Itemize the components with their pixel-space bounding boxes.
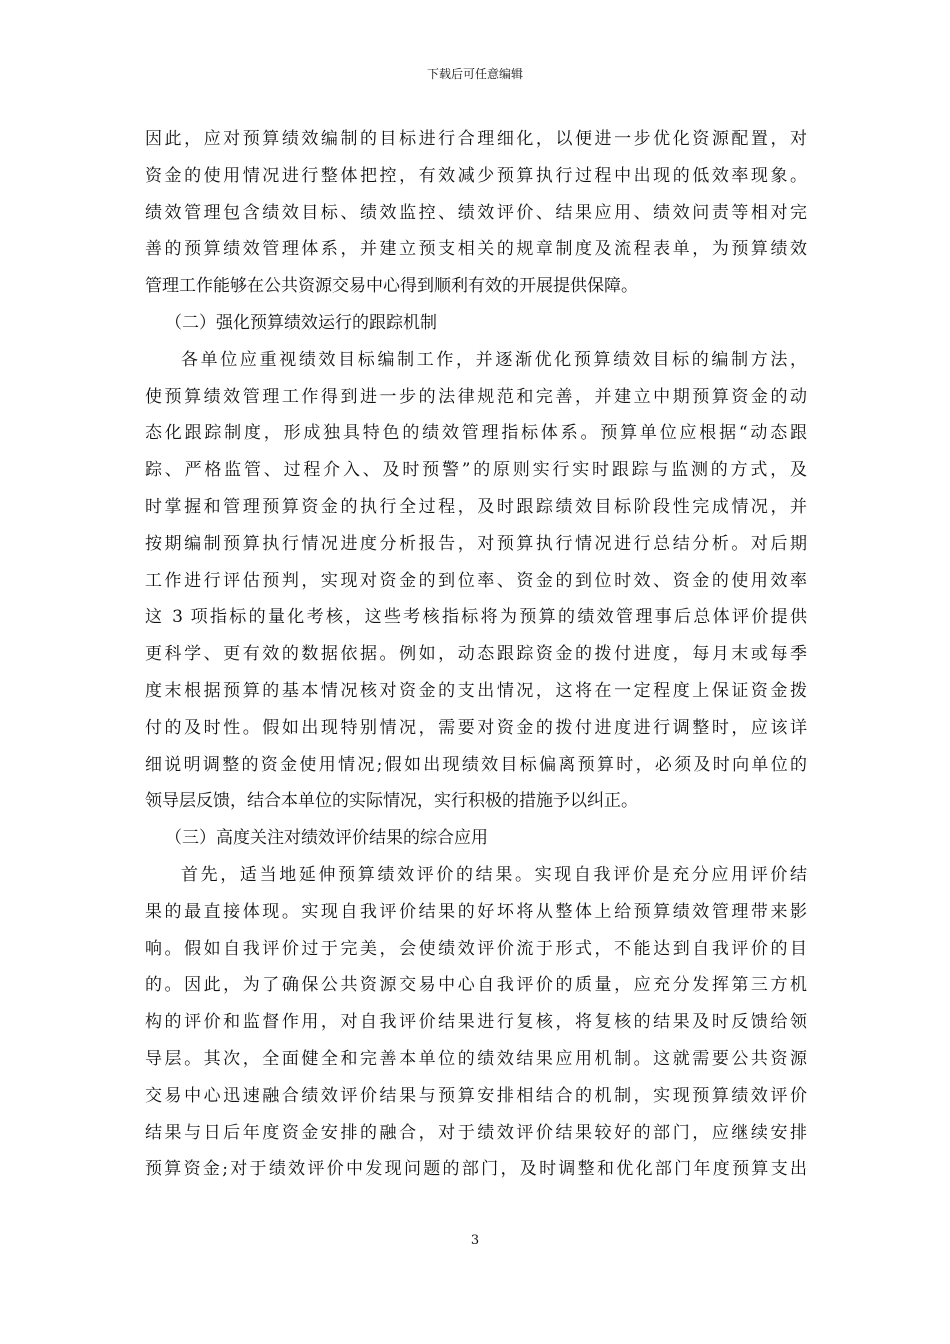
text-line: 细说明调整的资金使用情况;假如出现绩效目标偏离预算时，必须及时向单位的 bbox=[145, 754, 807, 775]
document-body bbox=[145, 121, 807, 1188]
text-line: 这 3 项指标的量化考核，这些考核指标将为预算的绩效管理事后总体评价提供 bbox=[145, 607, 807, 628]
text-line: 领导层反馈，结合本单位的实际情况，实行积极的措施予以纠正。 bbox=[145, 791, 638, 812]
text-line: 构的评价和监督作用，对自我评价结果进行复核，将复核的结果及时反馈给领 bbox=[145, 1012, 807, 1033]
text-line: 工作进行评估预判，实现对资金的到位率、资金的到位时效、资金的使用效率 bbox=[145, 570, 807, 591]
page-number: 3 bbox=[470, 1233, 480, 1248]
text-line: 结果与日后年度资金安排的融合，对于绩效评价结果较好的部门，应继续安排 bbox=[145, 1122, 807, 1143]
section-heading: （二）强化预算绩效运行的跟踪机制 bbox=[165, 312, 437, 333]
text-line: 善的预算绩效管理体系，并建立预支相关的规章制度及流程表单，为预算绩效 bbox=[145, 239, 807, 260]
section-heading: （三）高度关注对绩效评价结果的综合应用 bbox=[165, 828, 488, 849]
text-line: 绩效管理包含绩效目标、绩效监控、绩效评价、结果应用、绩效问责等相对完 bbox=[145, 202, 807, 223]
text-line: 首先，适当地延伸预算绩效评价的结果。实现自我评价是充分应用评价结 bbox=[181, 864, 807, 885]
text-line: 态化跟踪制度，形成独具特色的绩效管理指标体系。预算单位应根据“动态跟 bbox=[145, 423, 807, 444]
text-line: 预算资金;对于绩效评价中发现问题的部门，及时调整和优化部门年度预算支出 bbox=[145, 1159, 807, 1180]
text-line: 果的最直接体现。实现自我评价结果的好坏将从整体上给预算绩效管理带来影 bbox=[145, 901, 807, 922]
text-line: 交易中心迅速融合绩效评价结果与预算安排相结合的机制，实现预算绩效评价 bbox=[145, 1085, 807, 1106]
text-line: 管理工作能够在公共资源交易中心得到顺利有效的开展提供保障。 bbox=[145, 276, 638, 297]
text-line: 使预算绩效管理工作得到进一步的法律规范和完善，并建立中期预算资金的动 bbox=[145, 386, 807, 407]
text-line: 按期编制预算执行情况进度分析报告，对预算执行情况进行总结分析。对后期 bbox=[145, 533, 807, 554]
text-line: 更科学、更有效的数据依据。例如，动态跟踪资金的拨付进度，每月末或每季 bbox=[145, 644, 807, 665]
page-header: 下载后可任意编辑 bbox=[426, 67, 523, 81]
text-line: 因此，应对预算绩效编制的目标进行合理细化，以便进一步优化资源配置，对 bbox=[145, 129, 807, 149]
text-line: 时掌握和管理预算资金的执行全过程，及时跟踪绩效目标阶段性完成情况，并 bbox=[145, 496, 807, 517]
text-line: 资金的使用情况进行整体把控，有效减少预算执行过程中出现的低效率现象。 bbox=[145, 165, 807, 186]
text-line: 的。因此，为了确保公共资源交易中心自我评价的质量，应充分发挥第三方机 bbox=[145, 975, 807, 996]
text-line: 度末根据预算的基本情况核对资金的支出情况，这将在一定程度上保证资金拨 bbox=[145, 680, 807, 701]
text-line: 踪、严格监管、过程介入、及时预警”的原则实行实时跟踪与监测的方式，及 bbox=[145, 460, 807, 481]
text-line: 响。假如自我评价过于完美，会使绩效评价流于形式，不能达到自我评价的目 bbox=[145, 938, 807, 959]
text-line: 导层。其次，全面健全和完善本单位的绩效结果应用机制。这就需要公共资源 bbox=[145, 1048, 807, 1069]
text-line: 各单位应重视绩效目标编制工作，并逐渐优化预算绩效目标的编制方法， bbox=[181, 349, 807, 370]
text-line: 付的及时性。假如出现特别情况，需要对资金的拨付进度进行调整时，应该详 bbox=[145, 717, 807, 738]
